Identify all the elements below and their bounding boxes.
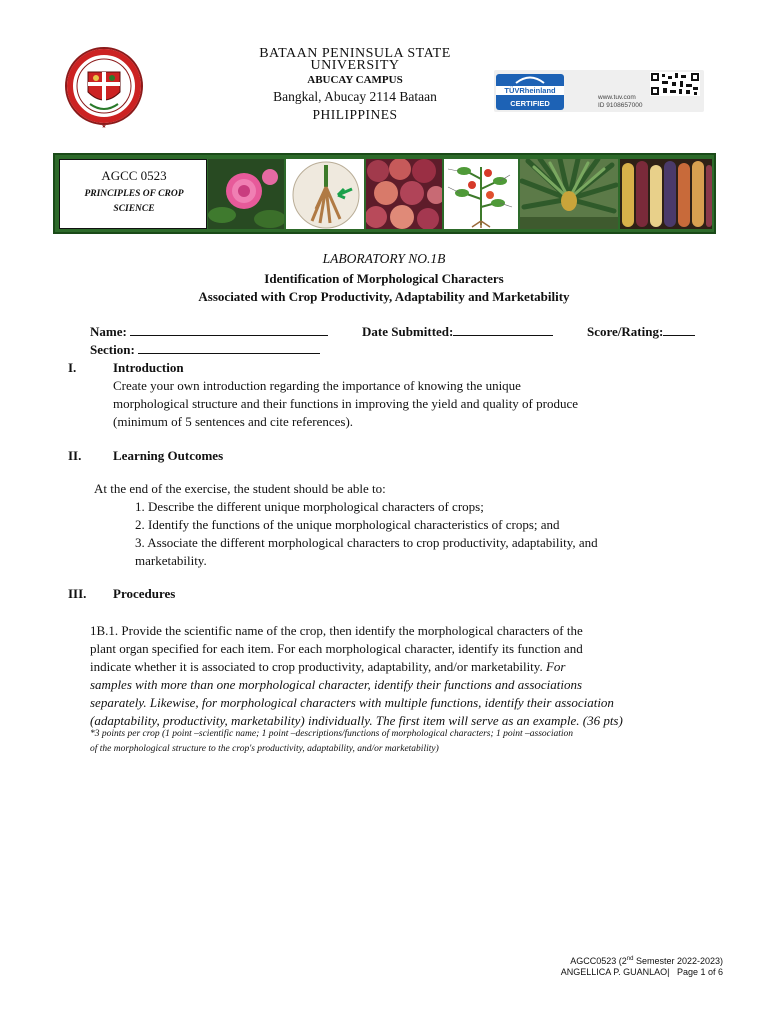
corn-photo bbox=[620, 159, 712, 229]
course-name: PRINCIPLES OF CROP SCIENCE bbox=[84, 189, 184, 214]
cert-id: ID 9108657000 bbox=[598, 102, 643, 109]
outcomes-lead: At the end of the exercise, the student should be able to: bbox=[94, 481, 386, 496]
university-seal-icon bbox=[64, 42, 144, 132]
tuv-brand: TÜVRheinland bbox=[496, 86, 564, 95]
course-label-box bbox=[59, 159, 207, 229]
tuv-certified-badge bbox=[496, 74, 564, 110]
university-name-line2: UNIVERSITY bbox=[310, 58, 400, 73]
tuv-certified-label: CERTIFIED bbox=[510, 99, 550, 108]
roots-photo bbox=[286, 159, 364, 229]
intro-heading: Introduction bbox=[113, 360, 184, 375]
lab-title-line1: Identification of Morphological Characters bbox=[264, 271, 504, 286]
page-footer bbox=[561, 954, 723, 977]
section-blank[interactable] bbox=[138, 342, 320, 354]
date-blank[interactable] bbox=[453, 324, 553, 336]
intro-number: I. bbox=[68, 360, 77, 375]
university-name-line1: BATAAN PENINSULA STATE bbox=[259, 46, 451, 61]
pineapple-photo bbox=[520, 159, 618, 229]
procedures-number: III. bbox=[68, 586, 87, 601]
outcome-item-3: 3. Associate the different morphological characters to crop productivity, adaptability, and bbox=[135, 535, 598, 550]
onions-photo bbox=[366, 159, 442, 229]
date-label: Date Submitted: bbox=[362, 324, 454, 339]
intro-text: Create your own introduction regarding the importance of knowing the unique morphological structure and their functions in improving the yield and quality of produce (minimum of 5 sentences and cite references). bbox=[113, 378, 578, 429]
name-label: Name: bbox=[90, 324, 127, 339]
scoring-note: *3 points per crop (1 point –scientific name; 1 point –descriptions/functions of morphological characters; 1 point –association of the morphological structure to the crop's productivity, adaptability, and/or marketability) bbox=[90, 729, 574, 754]
section-field bbox=[90, 342, 320, 358]
name-blank[interactable] bbox=[130, 324, 328, 336]
rose-photo bbox=[208, 159, 284, 229]
campus-address: Bangkal, Abucay 2114 Bataan bbox=[273, 89, 437, 104]
outcome-item-2: 2. Identify the functions of the unique morphological characteristics of crops; and bbox=[135, 517, 560, 532]
score-blank[interactable] bbox=[663, 324, 695, 336]
date-field bbox=[362, 324, 553, 340]
procedure-text: 1B.1. Provide the scientific name of the crop, then identify the morphological characters of the plant organ specified for each item. For each morphological character, identify its function and indicate whether it is associated to crop productivity, adaptability, and/or marketability. For samples with more than one morphological character, identify their functions and associations separately. Likewise, for morphological characters with multiple functions, identify their association (adaptability, productivity, marketability) individually. The first item will serve as an example. (36 pts) bbox=[90, 623, 623, 728]
course-banner bbox=[53, 153, 716, 234]
lab-title-line2: Associated with Crop Productivity, Adaptability and Marketability bbox=[198, 289, 570, 304]
course-code: AGCC 0523 bbox=[101, 168, 167, 183]
cert-site: www.tuv.com bbox=[598, 94, 636, 101]
certification-strip bbox=[494, 70, 704, 112]
outcome-item-3-cont: marketability. bbox=[135, 553, 207, 568]
outcome-list bbox=[135, 498, 598, 570]
tomato-plant-diagram bbox=[444, 159, 518, 229]
score-field bbox=[587, 324, 695, 340]
laboratory-number: LABORATORY NO.1B bbox=[322, 251, 446, 266]
section-label: Section: bbox=[90, 342, 135, 357]
footer-course: AGCC0523 (2nd Semester 2022-2023) bbox=[570, 956, 723, 966]
outcome-item-1: 1. Describe the different unique morphological characters of crops; bbox=[135, 499, 484, 514]
svg-text:★: ★ bbox=[101, 123, 107, 130]
country-name: PHILIPPINES bbox=[312, 107, 398, 122]
name-field bbox=[90, 324, 328, 340]
procedures-heading: Procedures bbox=[113, 586, 176, 601]
page-number: Page 1 of 6 bbox=[676, 966, 723, 977]
footer-author-page: ANGELLICA P. GUANLAO| Page 1 of 6 bbox=[560, 966, 723, 977]
outcomes-number: II. bbox=[68, 448, 82, 463]
score-label: Score/Rating: bbox=[587, 324, 664, 339]
qr-code-icon bbox=[650, 72, 700, 96]
outcomes-heading: Learning Outcomes bbox=[113, 448, 224, 463]
campus-name: ABUCAY CAMPUS bbox=[307, 74, 403, 86]
